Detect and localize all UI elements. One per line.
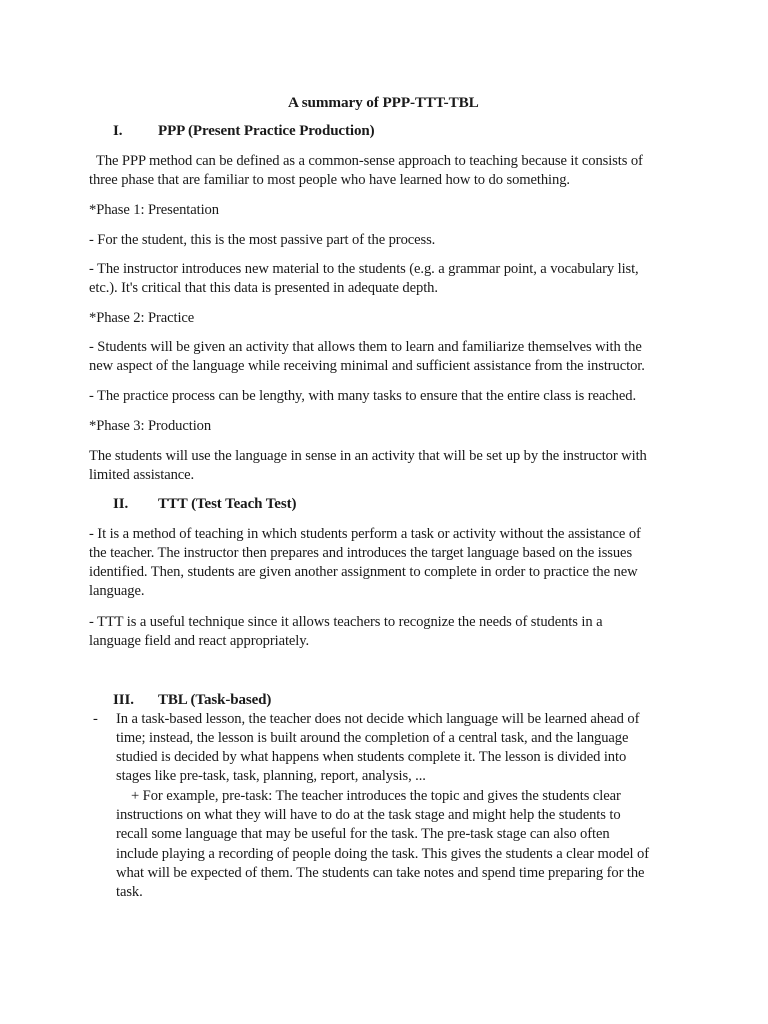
section-3-heading: TBL (Task-based) — [158, 692, 272, 708]
section-2-heading: TTT (Test Teach Test) — [158, 496, 297, 512]
phase-1-paragraph: - For the student, this is the most passive part of the process. — [89, 232, 436, 248]
section-3-example-line: what will be expected of them. The students can take notes and spend time preparing for the — [116, 865, 645, 881]
phase-1-paragraph-line: - The instructor introduces new material to the students (e.g. a grammar point, a vocabulary list, — [89, 261, 639, 277]
phase-3-paragraph-line: The students will use the language in sense in an activity that will be set up by the instructor with — [89, 448, 647, 464]
phase-2-paragraph-line: - Students will be given an activity that allows them to learn and familiarize themselves with the — [89, 339, 642, 355]
section-3-numeral: III. — [113, 692, 134, 708]
phase-3-paragraph-line: limited assistance. — [89, 467, 195, 483]
section-3-example-line: + For example, pre-task: The teacher introduces the topic and gives the students clear — [131, 788, 621, 804]
section-2-paragraph-line: - It is a method of teaching in which students perform a task or activity without the assistance of — [89, 526, 641, 542]
section-1-intro-line: The PPP method can be defined as a common-sense approach to teaching because it consists of — [96, 153, 643, 169]
phase-3-label: *Phase 3: Production — [89, 418, 212, 434]
section-3-example-line: include playing a recording of people doing the task. This gives the students a clear model of — [116, 846, 649, 862]
section-3-example-line: instructions on what they will have to do at the task stage and might help the students to — [116, 807, 621, 823]
section-2-paragraph-line: the teacher. The instructor then prepares and introduces the target language based on the issues — [89, 545, 633, 561]
section-3-bullet-line: time; instead, the lesson is built around the completion of a central task, and the language — [116, 730, 629, 746]
bullet-dash: - — [93, 711, 98, 727]
section-1-heading: PPP (Present Practice Production) — [158, 123, 375, 139]
section-3-bullet-line: stages like pre-task, task, planning, report, analysis, ... — [116, 768, 426, 784]
section-2-paragraph-line: identified. Then, students are given another assignment to complete in order to practice the new — [89, 564, 638, 580]
section-3-bullet-line: In a task-based lesson, the teacher does not decide which language will be learned ahead of — [116, 711, 640, 727]
section-2-paragraph-line: - TTT is a useful technique since it allows teachers to recognize the needs of students in a — [89, 614, 603, 630]
section-2-paragraph-line: language. — [89, 583, 145, 599]
section-2-numeral: II. — [113, 496, 129, 512]
section-2-paragraph-line: language field and react appropriately. — [89, 633, 310, 649]
phase-1-paragraph-line: etc.). It's critical that this data is presented in adequate depth. — [89, 280, 438, 296]
phase-1-label: *Phase 1: Presentation — [89, 202, 219, 218]
document-title: A summary of PPP-TTT-TBL — [288, 94, 479, 111]
section-3-example-line: task. — [116, 884, 143, 900]
section-1-numeral: I. — [113, 123, 123, 139]
section-1-intro-line: three phase that are familiar to most people who have learned how to do something. — [89, 172, 570, 188]
phase-2-paragraph: - The practice process can be lengthy, with many tasks to ensure that the entire class is reached. — [89, 388, 636, 404]
section-3-bullet-line: studied is decided by what happens when students complete it. The lesson is divided into — [116, 749, 627, 765]
section-3-example-line: recall some language that may be useful for the task. The pre-task stage can also often — [116, 826, 610, 842]
phase-2-label: *Phase 2: Practice — [89, 310, 195, 326]
phase-2-paragraph-line: new aspect of the language while receiving minimal and sufficient assistance from the instructor. — [89, 358, 645, 374]
